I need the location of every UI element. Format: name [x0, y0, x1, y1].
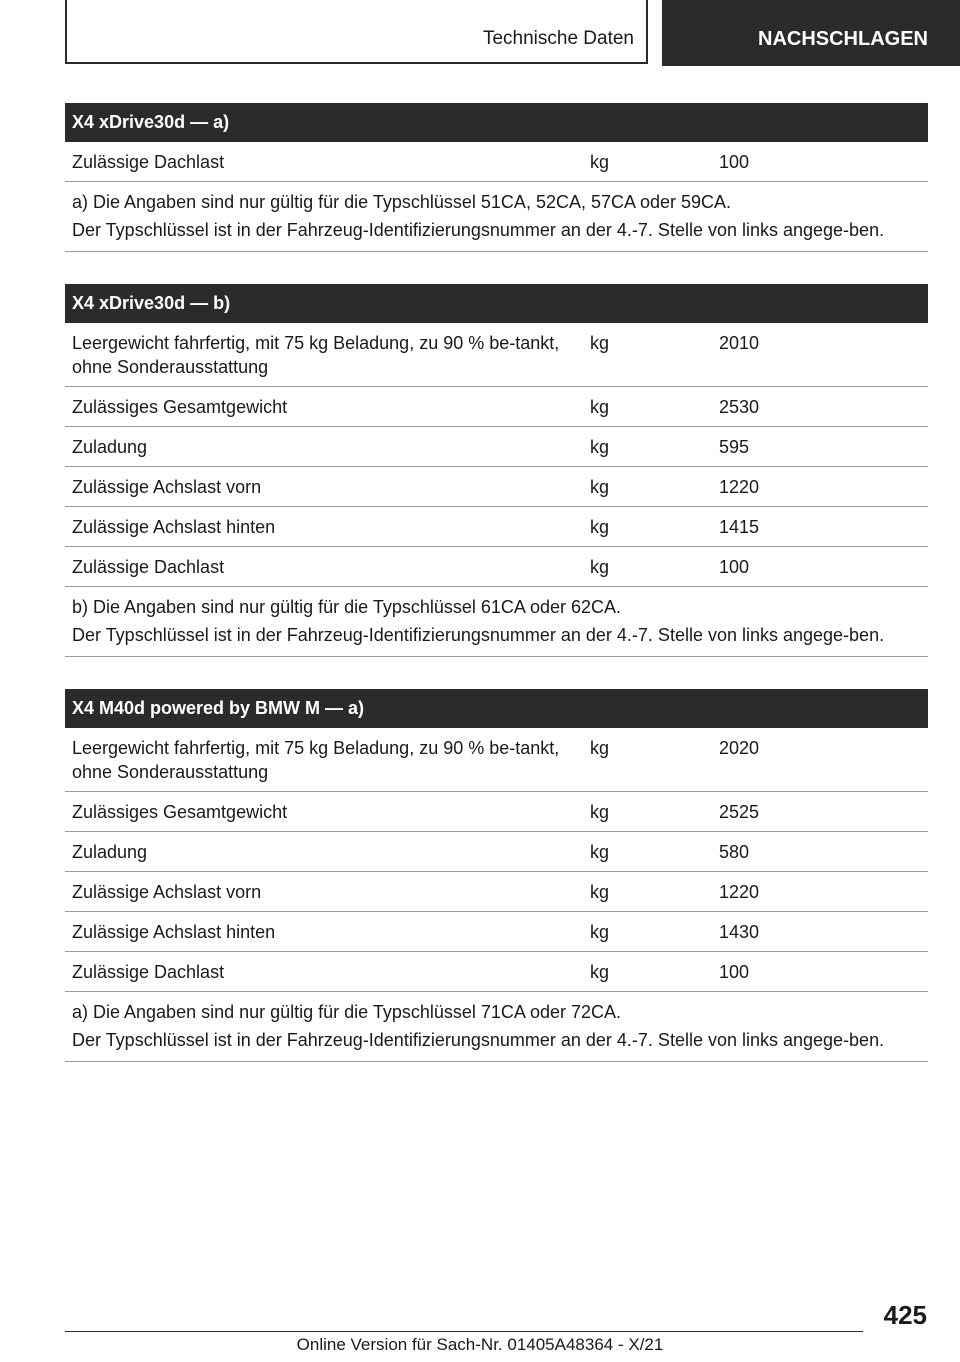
row-label: Zulässige Achslast vorn: [72, 477, 262, 497]
section-title: X4 xDrive30d — b): [65, 284, 928, 323]
row-label: Leergewicht fahrfertig, mit 75 kg Beladung, zu 90 % be-tankt, ohne Sonderausstattung: [72, 738, 560, 782]
section-notes: [65, 182, 928, 252]
row-value: 2530: [719, 397, 760, 417]
row-unit: kg: [590, 882, 610, 902]
row-value: 1415: [719, 517, 760, 537]
row-value: 100: [719, 152, 750, 172]
row-unit: kg: [590, 557, 610, 577]
row-label: Zulässiges Gesamtgewicht: [72, 802, 288, 822]
spec-section: [65, 103, 928, 252]
row-unit: kg: [590, 437, 610, 457]
header-chapter-box: [65, 0, 648, 64]
row-label: Zuladung: [72, 842, 148, 862]
spec-section: [65, 689, 928, 1062]
row-unit: kg: [590, 152, 610, 172]
row-label: Zulässige Achslast hinten: [72, 517, 276, 537]
table-row: [65, 507, 928, 547]
note-text: a) Die Angaben sind nur gültig für die Typschlüssel 51CA, 52CA, 57CA oder 59CA.: [72, 192, 732, 212]
section-notes: [65, 992, 928, 1062]
footer-divider: [65, 1331, 863, 1332]
row-value: 1430: [719, 922, 760, 942]
header-chapter: Technische Daten: [482, 28, 634, 49]
table-row: [65, 832, 928, 872]
table-row: [65, 912, 928, 952]
row-unit: kg: [590, 802, 610, 822]
row-label: Zulässige Achslast hinten: [72, 922, 276, 942]
row-label: Zulässiges Gesamtgewicht: [72, 397, 288, 417]
header-section-box: [662, 0, 960, 66]
section-title: X4 xDrive30d — a): [65, 103, 928, 142]
table-row: [65, 872, 928, 912]
spec-tables: [65, 103, 928, 1094]
spec-section: [65, 284, 928, 657]
row-value: 1220: [719, 882, 760, 902]
section-notes: [65, 587, 928, 657]
row-unit: kg: [590, 962, 610, 982]
header-section: NACHSCHLAGEN: [758, 28, 928, 50]
table-row: [65, 387, 928, 427]
row-unit: kg: [590, 477, 610, 497]
row-value: 580: [719, 842, 750, 862]
row-label: Leergewicht fahrfertig, mit 75 kg Beladung, zu 90 % be-tankt, ohne Sonderausstattung: [72, 333, 560, 377]
row-unit: kg: [590, 922, 610, 942]
row-label: Zulässige Dachlast: [72, 152, 225, 172]
row-label: Zulässige Dachlast: [72, 557, 225, 577]
row-label: Zulässige Achslast vorn: [72, 882, 262, 902]
note-text: Der Typschlüssel ist in der Fahrzeug-Identifizierungsnummer an der 4.-7. Stelle von links angege-ben.: [72, 220, 885, 240]
section-title: X4 M40d powered by BMW M — a): [65, 689, 928, 728]
row-value: 100: [719, 962, 750, 982]
row-unit: kg: [590, 517, 610, 537]
table-row: [65, 467, 928, 507]
row-value: 100: [719, 557, 750, 577]
row-label: Zulässige Dachlast: [72, 962, 225, 982]
table-row: [65, 427, 928, 467]
row-value: 1220: [719, 477, 760, 497]
footer-online-version: Online Version für Sach-Nr. 01405A48364 - X/21: [296, 1335, 664, 1354]
table-row: [65, 142, 928, 182]
row-unit: kg: [590, 397, 610, 417]
row-unit: kg: [590, 333, 610, 353]
row-value: 2010: [719, 333, 760, 353]
table-row: [65, 728, 928, 792]
row-label: Zuladung: [72, 437, 148, 457]
row-unit: kg: [590, 738, 610, 758]
row-value: 2525: [719, 802, 760, 822]
table-row: [65, 323, 928, 387]
table-row: [65, 547, 928, 587]
note-text: a) Die Angaben sind nur gültig für die Typschlüssel 71CA oder 72CA.: [72, 1002, 621, 1022]
note-text: Der Typschlüssel ist in der Fahrzeug-Identifizierungsnummer an der 4.-7. Stelle von links angege-ben.: [72, 625, 885, 645]
row-value: 595: [719, 437, 750, 457]
row-unit: kg: [590, 842, 610, 862]
page-number: 425: [883, 1300, 927, 1330]
table-row: [65, 952, 928, 992]
table-row: [65, 792, 928, 832]
row-value: 2020: [719, 738, 760, 758]
note-text: b) Die Angaben sind nur gültig für die Typschlüssel 61CA oder 62CA.: [72, 597, 621, 617]
note-text: Der Typschlüssel ist in der Fahrzeug-Identifizierungsnummer an der 4.-7. Stelle von links angege-ben.: [72, 1030, 885, 1050]
